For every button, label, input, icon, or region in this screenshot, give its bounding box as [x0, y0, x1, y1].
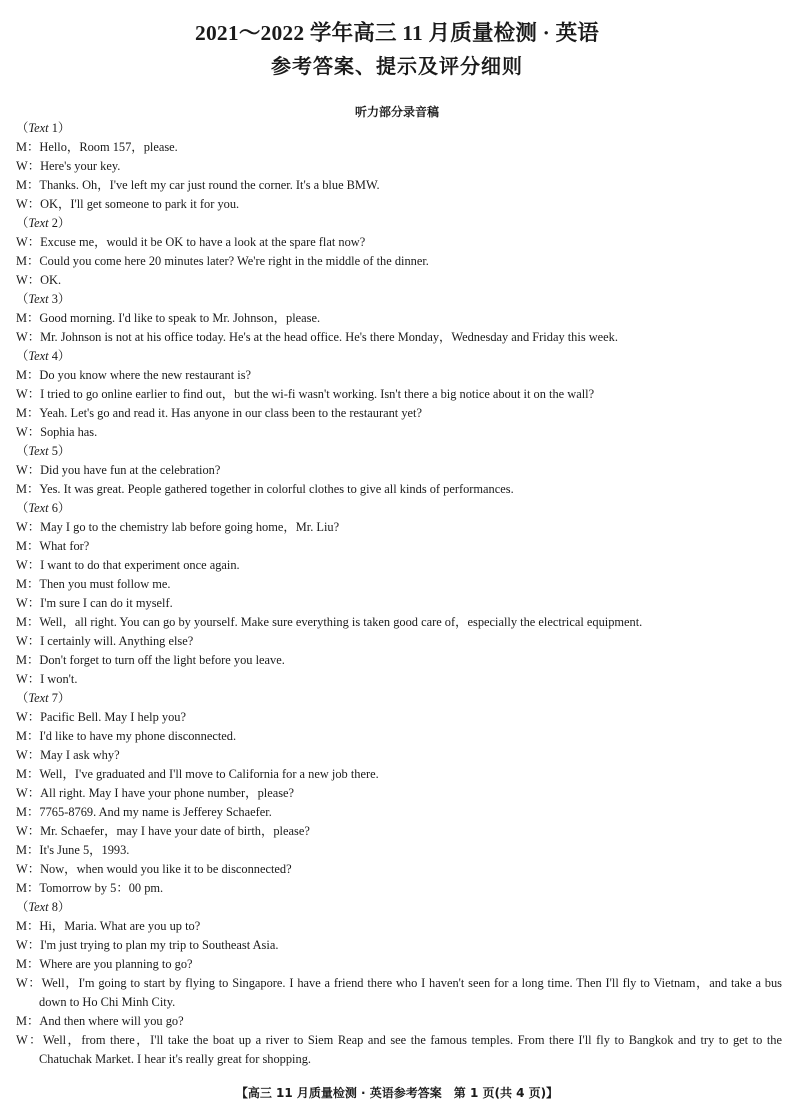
- text-marker: （Text 6）: [16, 501, 71, 515]
- dialogue-line: M：Do you know where the new restaurant is?: [16, 368, 252, 382]
- document-title: 2021～2022 学年高三 11 月质量检测 · 英语: [195, 21, 599, 45]
- dialogue-line: M：Yes. It was great. People gathered together in colorful clothes to give all kinds of performances.: [16, 482, 514, 496]
- dialogue-line: W：I'm sure I can do it myself.: [16, 596, 173, 610]
- dialogue-line: W：Mr. Schaefer，may I have your date of birth，please?: [16, 824, 310, 838]
- section-heading: 听力部分录音稿: [354, 105, 439, 119]
- dialogue-line: W：Sophia has.: [16, 425, 98, 439]
- document-subtitle: 参考答案、提示及评分细则: [271, 56, 523, 78]
- text-marker: （Text 5）: [16, 444, 71, 458]
- text-marker: （Text 7）: [16, 691, 71, 705]
- dialogue-line: W：May I ask why?: [16, 748, 120, 762]
- dialogue-line: W：OK，I'll get someone to park it for you.: [16, 197, 240, 211]
- dialogue-line: W：I won't.: [16, 672, 78, 686]
- dialogue-line: M：7765-8769. And my name is Jefferey Schaefer.: [16, 805, 272, 819]
- dialogue-line: M：Tomorrow by 5：00 pm.: [16, 881, 164, 895]
- dialogue-line: M：Thanks. Oh，I've left my car just round the corner. It's a blue BMW.: [16, 178, 380, 192]
- dialogue-line: W：Well，I'm going to start by flying to Singapore. I have a friend there who I haven't seen for a long time. Then I'll fly to Vietnam，and take a bus down to Ho Chi Minh City.: [16, 976, 782, 1009]
- text-marker: （Text 3）: [16, 292, 71, 306]
- dialogue-line: M：And then where will you go?: [16, 1014, 184, 1028]
- text-marker: （Text 8）: [16, 900, 71, 914]
- dialogue-line: W：May I go to the chemistry lab before going home，Mr. Liu?: [16, 520, 340, 534]
- dialogue-line: M：I'd like to have my phone disconnected.: [16, 729, 237, 743]
- dialogue-line: M：Hello，Room 157，please.: [16, 140, 178, 154]
- page-footer: 【高三 11 月质量检测 · 英语参考答案 第 1 页(共 4 页)】: [235, 1086, 559, 1100]
- dialogue-line: M：Yeah. Let's go and read it. Has anyone in our class been to the restaurant yet?: [16, 406, 422, 420]
- transcript: [16, 119, 782, 1069]
- dialogue-line: M：Well，all right. You can go by yourself. Make sure everything is taken good care of，especially the electrical equipment.: [16, 615, 643, 629]
- dialogue-line: M：It's June 5，1993.: [16, 843, 130, 857]
- dialogue-line: M：Where are you planning to go?: [16, 957, 193, 971]
- dialogue-line: M：What for?: [16, 539, 90, 553]
- text-marker: （Text 2）: [16, 216, 71, 230]
- dialogue-line: W：I certainly will. Anything else?: [16, 634, 194, 648]
- dialogue-line: M：Don't forget to turn off the light before you leave.: [16, 653, 285, 667]
- dialogue-line: W：Excuse me，would it be OK to have a look at the spare flat now?: [16, 235, 366, 249]
- dialogue-line: W：Now，when would you like it to be disconnected?: [16, 862, 292, 876]
- dialogue-line: W：OK.: [16, 273, 62, 287]
- dialogue-line: W：Mr. Johnson is not at his office today. He's at the head office. He's there Monday，Wednesday and Friday this week.: [16, 330, 618, 344]
- text-marker: （Text 1）: [16, 121, 71, 135]
- dialogue-line: W：I'm just trying to plan my trip to Southeast Asia.: [16, 938, 279, 952]
- dialogue-line: M：Could you come here 20 minutes later? We're right in the middle of the dinner.: [16, 254, 429, 268]
- dialogue-line: W：All right. May I have your phone number，please?: [16, 786, 295, 800]
- dialogue-line: W：Did you have fun at the celebration?: [16, 463, 221, 477]
- dialogue-line: M：Then you must follow me.: [16, 577, 171, 591]
- text-marker: （Text 4）: [16, 349, 71, 363]
- dialogue-line: M：Hi，Maria. What are you up to?: [16, 919, 201, 933]
- dialogue-line: W：I tried to go online earlier to find out，but the wi-fi wasn't working. Isn't there a big notice about it on the wall?: [16, 387, 595, 401]
- dialogue-line: M：Good morning. I'd like to speak to Mr. Johnson，please.: [16, 311, 321, 325]
- dialogue-line: W：Pacific Bell. May I help you?: [16, 710, 186, 724]
- dialogue-line: W：Here's your key.: [16, 159, 121, 173]
- dialogue-line: W：Well，from there，I'll take the boat up a river to Siem Reap and see the famous temples. From there I'll fly to Bangkok and try to get to the Chatuchak Market. I hear it's really great for shopping.: [16, 1033, 782, 1066]
- dialogue-line: M：Well，I've graduated and I'll move to California for a new job there.: [16, 767, 379, 781]
- dialogue-line: W：I want to do that experiment once again.: [16, 558, 240, 572]
